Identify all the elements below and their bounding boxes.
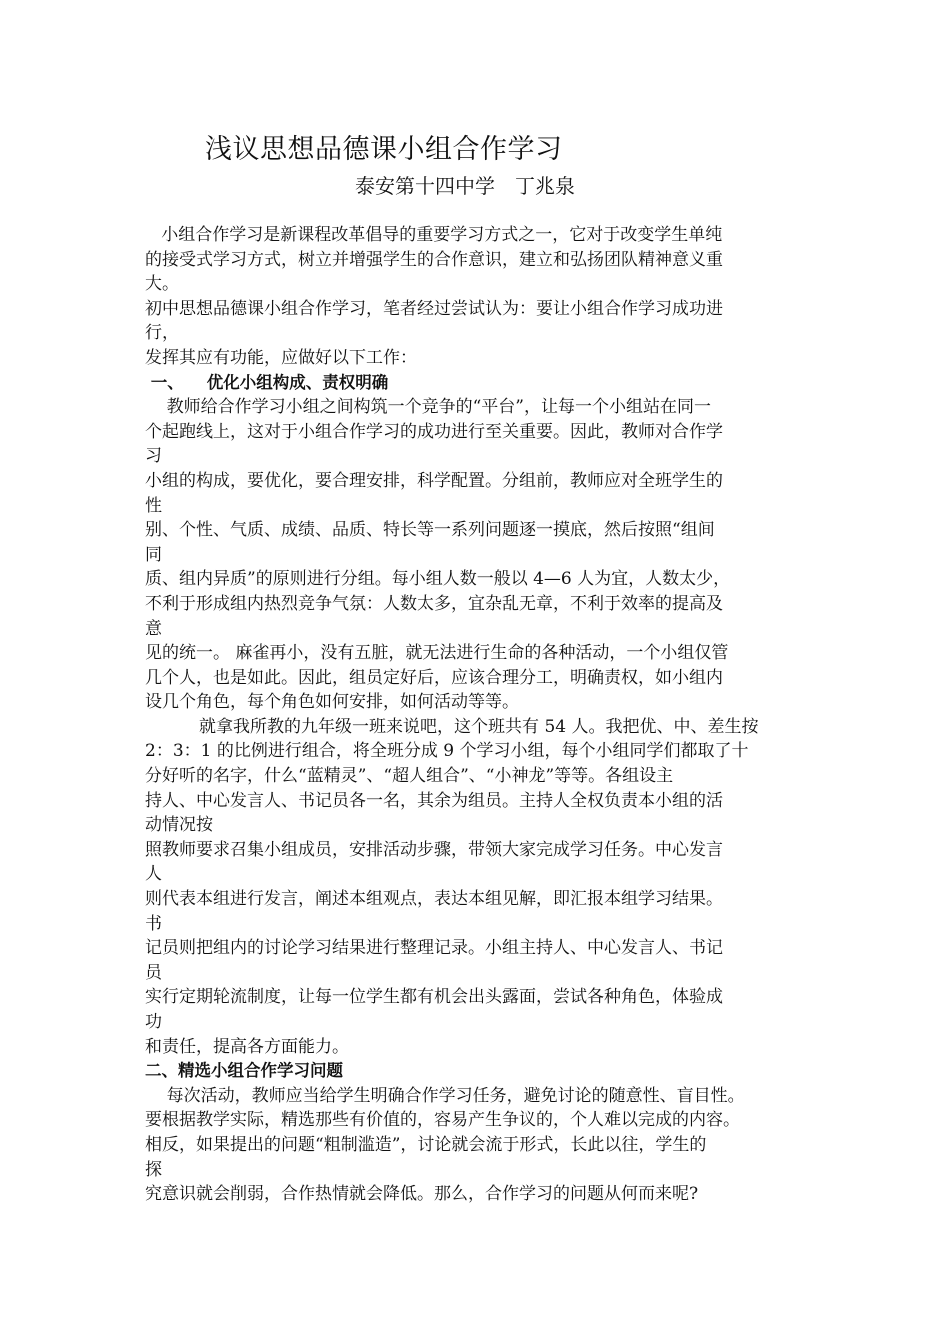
text-line: 几个人，也是如此。因此，组员定好后，应该合理分工，明确责权，如小组内 <box>145 667 723 688</box>
text-line: 个起跑线上，这对于小组合作学习的成功进行至关重要。因此，教师对合作学 <box>145 421 723 442</box>
text-line: 实行定期轮流制度，让每一位学生都有机会出头露面，尝试各种角色，体验成 <box>145 987 723 1008</box>
text-line: 记员则把组内的讨论学习结果进行整理记录。小组主持人、中心发言人、书记 <box>145 938 723 959</box>
section-heading: 一、 优化小组构成、责权明确 <box>145 372 389 392</box>
text-line: 动情况按 <box>145 815 213 836</box>
text-line: 分好听的名字，什么“蓝精灵”、“超人组合”、“小神龙”等等。各组设主 <box>145 766 674 787</box>
document-body <box>145 223 810 1207</box>
text-line: 性 <box>145 495 162 516</box>
text-line: 发挥其应有功能，应做好以下工作： <box>145 347 417 368</box>
text-line: 教师给合作学习小组之间构筑一个竞争的“平台”，让每一个小组站在同一 <box>145 397 711 418</box>
text-line: 功 <box>145 1012 162 1032</box>
text-line: 见的统一。 麻雀再小，没有五脏，就无法进行生命的各种活动，一个小组仅管 <box>145 643 729 664</box>
text-line: 初中思想品德课小组合作学习，笔者经过尝试认为：要让小组合作学习成功进 <box>145 298 723 319</box>
text-line: 大。 <box>145 274 179 295</box>
text-line: 书 <box>145 913 162 934</box>
text-line: 则代表本组进行发言，阐述本组观点，表达本组见解，即汇报本组学习结果。 <box>145 889 723 910</box>
document-title: 浅议思想品德课小组合作学习 <box>205 134 563 165</box>
text-line: 人 <box>145 864 162 885</box>
text-line: 相反，如果提出的问题“粗制滥造”，讨论就会流于形式，长此以往，学生的 <box>145 1134 707 1155</box>
document-author: 泰安第十四中学 丁兆泉 <box>355 174 575 198</box>
text-line: 小组的构成，要优化，要合理安排，科学配置。分组前，教师应对全班学生的 <box>145 470 723 491</box>
text-line: 习 <box>145 446 162 467</box>
text-line: 照教师要求召集小组成员，安排活动步骤，带领大家完成学习任务。中心发言 <box>145 839 723 860</box>
text-line: 不利于形成组内热烈竞争气氛：人数太多，宜杂乱无章，不利于效率的提高及 <box>145 593 723 614</box>
text-line: 每次活动，教师应当给学生明确合作学习任务，避免讨论的随意性、盲目性。 <box>145 1085 745 1106</box>
text-line: 行， <box>145 323 179 344</box>
text-line: 同 <box>145 544 162 565</box>
text-line: 就拿我所教的九年级一班来说吧，这个班共有 54 人。我把优、中、差生按 <box>145 716 759 737</box>
text-line: 和责任，提高各方面能力。 <box>145 1036 349 1057</box>
text-line: 探 <box>145 1159 162 1180</box>
text-line: 别、个性、气质、成绩、品质、特长等一系列问题逐一摸底，然后按照“组间 <box>145 520 715 541</box>
section-heading: 二、精选小组合作学习问题 <box>145 1061 343 1081</box>
text-line: 持人、中心发言人、书记员各一名，其余为组员。主持人全权负责本小组的活 <box>145 790 723 811</box>
text-line: 的接受式学习方式，树立并增强学生的合作意识，建立和弘扬团队精神意义重 <box>145 249 723 270</box>
text-line: 质、组内异质”的原则进行分组。每小组人数一般以 4—6 人为宜，人数太少， <box>145 569 731 590</box>
text-line: 意 <box>145 618 162 639</box>
text-line: 小组合作学习是新课程改革倡导的重要学习方式之一，它对于改变学生单纯 <box>145 225 723 245</box>
text-line: 员 <box>145 962 162 983</box>
text-line: 究意识就会削弱，合作热情就会降低。那么，合作学习的问题从何而来呢? <box>145 1184 699 1205</box>
text-line: 设几个角色，每个角色如何安排，如何活动等等。 <box>145 692 519 713</box>
text-line: 要根据教学实际，精选那些有价值的，容易产生争议的，个人难以完成的内容。 <box>145 1110 740 1131</box>
text-line: 2：3：1 的比例进行组合，将全班分成 9 个学习小组，每个小组同学们都取了十 <box>145 741 749 762</box>
